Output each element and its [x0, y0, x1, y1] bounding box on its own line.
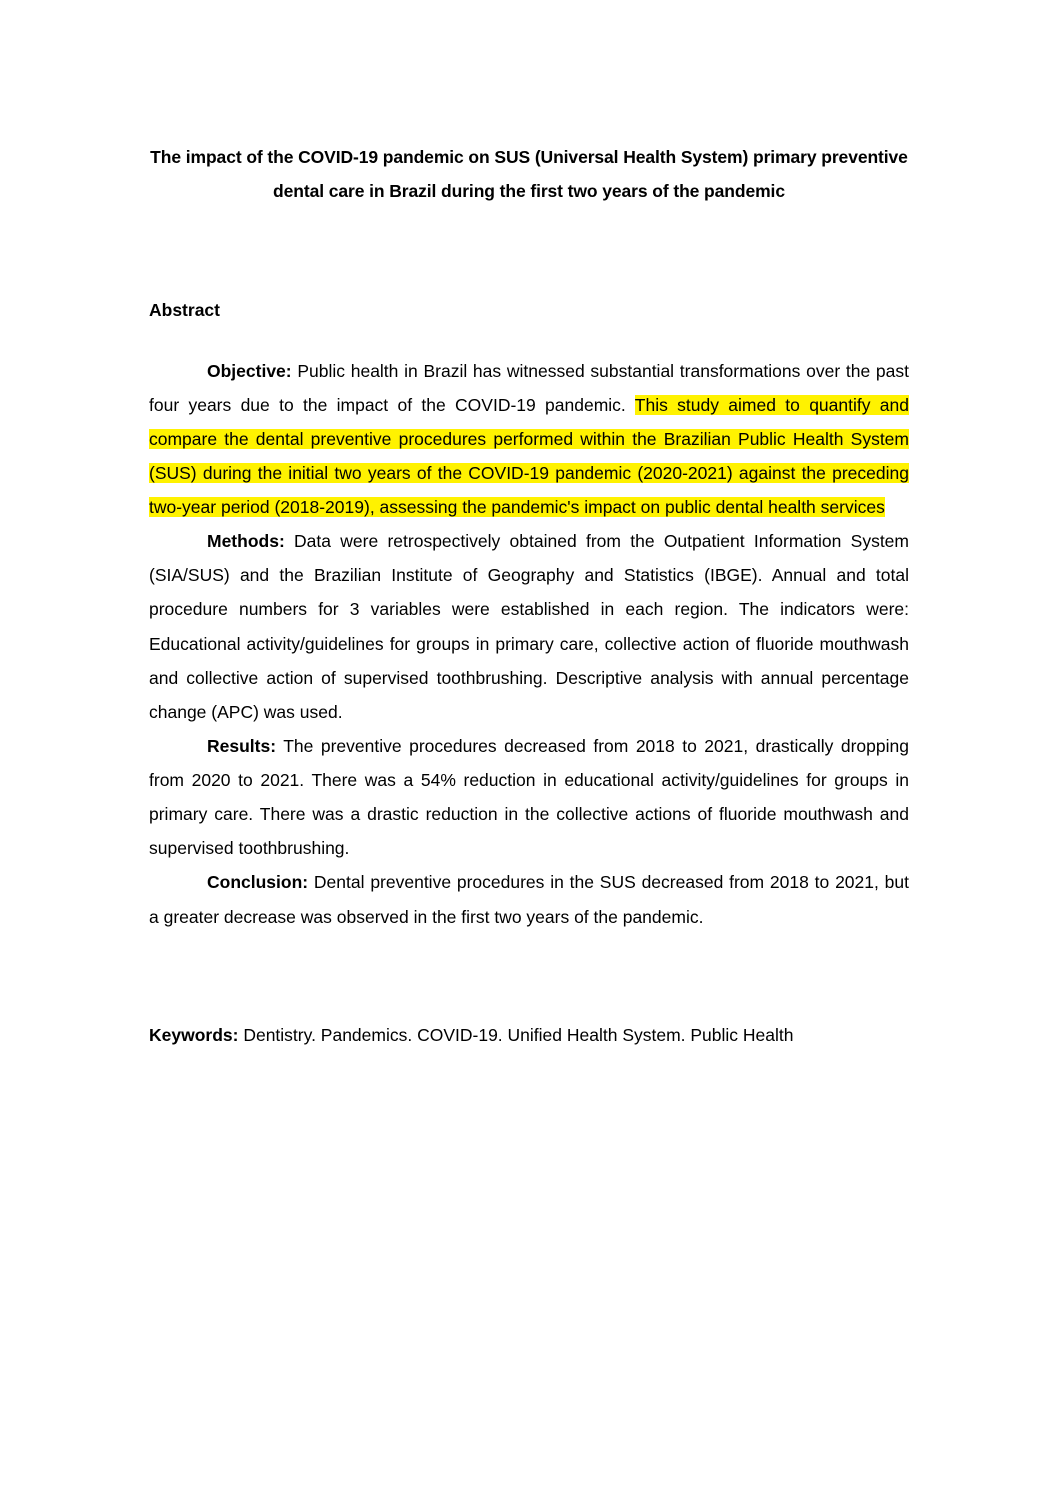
keywords-paragraph: [149, 1018, 909, 1052]
methods-text: Data were retrospectively obtained from the Outpatient Information System (SIA/SUS) and the Brazilian Institute of Geography and Statistics (IBGE). Annual and total procedure numbers for 3 variables were established in each region. The indicators were: Educational activity/guidelines for groups in primary care, collective action of fluoride mouthwash and collective action of supervised toothbrushing. Descriptive analysis with annual percentage change (APC) was used.: [149, 531, 909, 722]
keywords-text: Dentistry. Pandemics. COVID-19. Unified Health System. Public Health: [238, 1024, 794, 1045]
conclusion-label: Conclusion:: [207, 872, 309, 893]
objective-label: Objective:: [207, 360, 292, 381]
results-label: Results:: [207, 735, 277, 756]
methods-label: Methods:: [207, 531, 285, 552]
abstract-conclusion-paragraph: [149, 865, 909, 933]
keywords-label: Keywords:: [149, 1024, 239, 1045]
abstract-results-paragraph: [149, 729, 909, 866]
conclusion-text: Dental preventive procedures in the SUS decreased from 2018 to 2021, but a greater decrease was observed in the first two years of the pandemic.: [149, 872, 909, 927]
objective-text: Public health in Brazil has witnessed substantial transformations over the past four years due to the impact of the COVID-19 pandemic.: [149, 360, 909, 415]
document-content: [149, 0, 909, 1069]
abstract-methods-paragraph: [149, 524, 909, 729]
results-text: The preventive procedures decreased from 2018 to 2021, drastically dropping from 2020 to 2021. There was a 54% reduction in educational activity/guidelines for groups in primary care. There was a drastic reduction in the collective actions of fluoride mouthwash and supervised toothbrushing.: [149, 735, 909, 859]
objective-highlighted-text: This study aimed to quantify and compare the dental preventive procedures performed within the Brazilian Public Health System (SUS) during the initial two years of the COVID-19 pandemic (2020-2021) against the preceding two-year period (2018-2019), assessing the pandemic's impact on public dental health services: [149, 394, 909, 517]
abstract-heading: Abstract: [149, 300, 220, 321]
abstract-objective-paragraph: [149, 354, 909, 525]
page-title: The impact of the COVID-19 pandemic on SUS (Universal Health System) primary preventive dental care in Brazil during the first two years of the pandemic: [150, 147, 908, 202]
